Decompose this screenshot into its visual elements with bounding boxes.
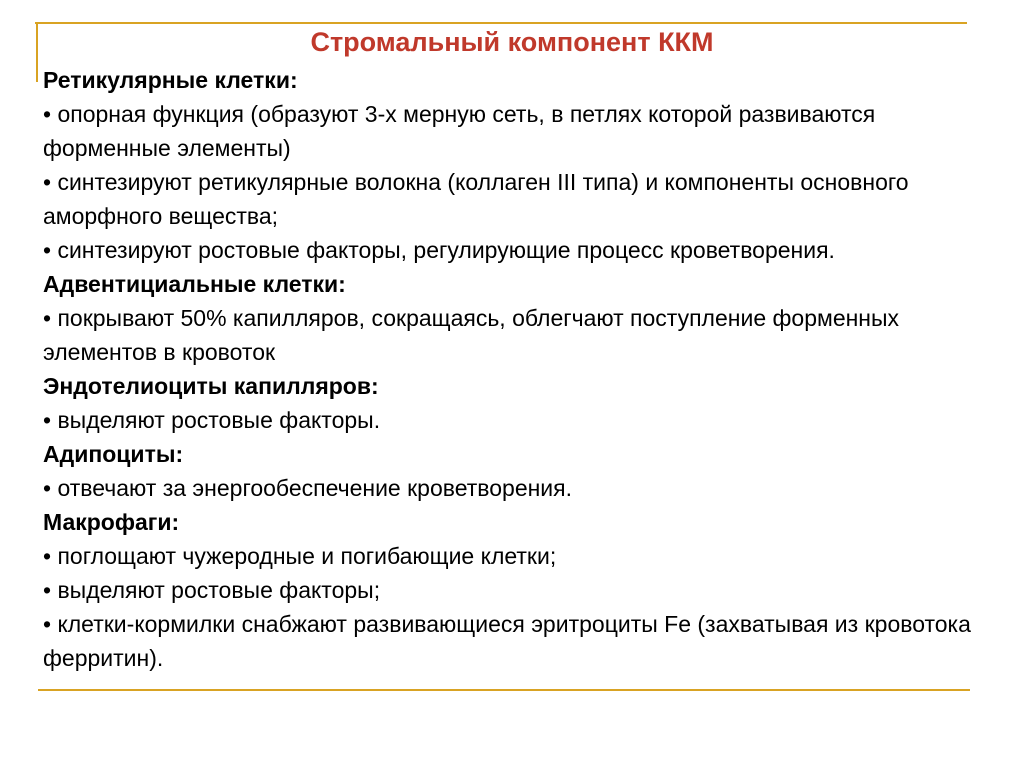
section-heading: Эндотелиоциты капилляров: bbox=[43, 373, 379, 399]
section-heading: Ретикулярные клетки: bbox=[43, 67, 298, 93]
section-reticular-cells bbox=[43, 63, 983, 267]
section-adventitial-cells bbox=[43, 267, 983, 369]
section-macrophages bbox=[43, 505, 983, 675]
bullet-item: • покрывают 50% капилляров, сокращаясь, облегчают поступление форменных элементов в кровоток bbox=[43, 305, 900, 365]
section-heading: Адипоциты: bbox=[43, 441, 184, 467]
section-heading: Адвентициальные клетки: bbox=[43, 271, 346, 297]
bullet-item: • выделяют ростовые факторы. bbox=[43, 407, 381, 433]
bullet-item: • отвечают за энергообеспечение кроветворения. bbox=[43, 475, 572, 501]
bullet-item: • синтезируют ростовые факторы, регулирующие процесс кроветворения. bbox=[43, 237, 835, 263]
section-heading: Макрофаги: bbox=[43, 509, 180, 535]
section-capillary-endotheliocytes bbox=[43, 369, 983, 437]
section-adipocytes bbox=[43, 437, 983, 505]
bullet-item: • синтезируют ретикулярные волокна (коллаген III типа) и компоненты основного аморфного вещества; bbox=[43, 169, 909, 229]
bullet-item: • выделяют ростовые факторы; bbox=[43, 577, 381, 603]
bullet-item: • опорная функция (образуют 3-х мерную сеть, в петлях которой развиваются форменные элементы) bbox=[43, 101, 876, 161]
bullet-item: • поглощают чужеродные и погибающие клетки; bbox=[43, 543, 557, 569]
slide-title: Стромальный компонент ККМ bbox=[310, 27, 714, 57]
slide-content bbox=[43, 63, 983, 675]
frame-bottom-line bbox=[38, 689, 970, 691]
bullet-item: • клетки-кормилки снабжают развивающиеся эритроциты Fe (захватывая из кровотока ферритин). bbox=[43, 611, 971, 671]
